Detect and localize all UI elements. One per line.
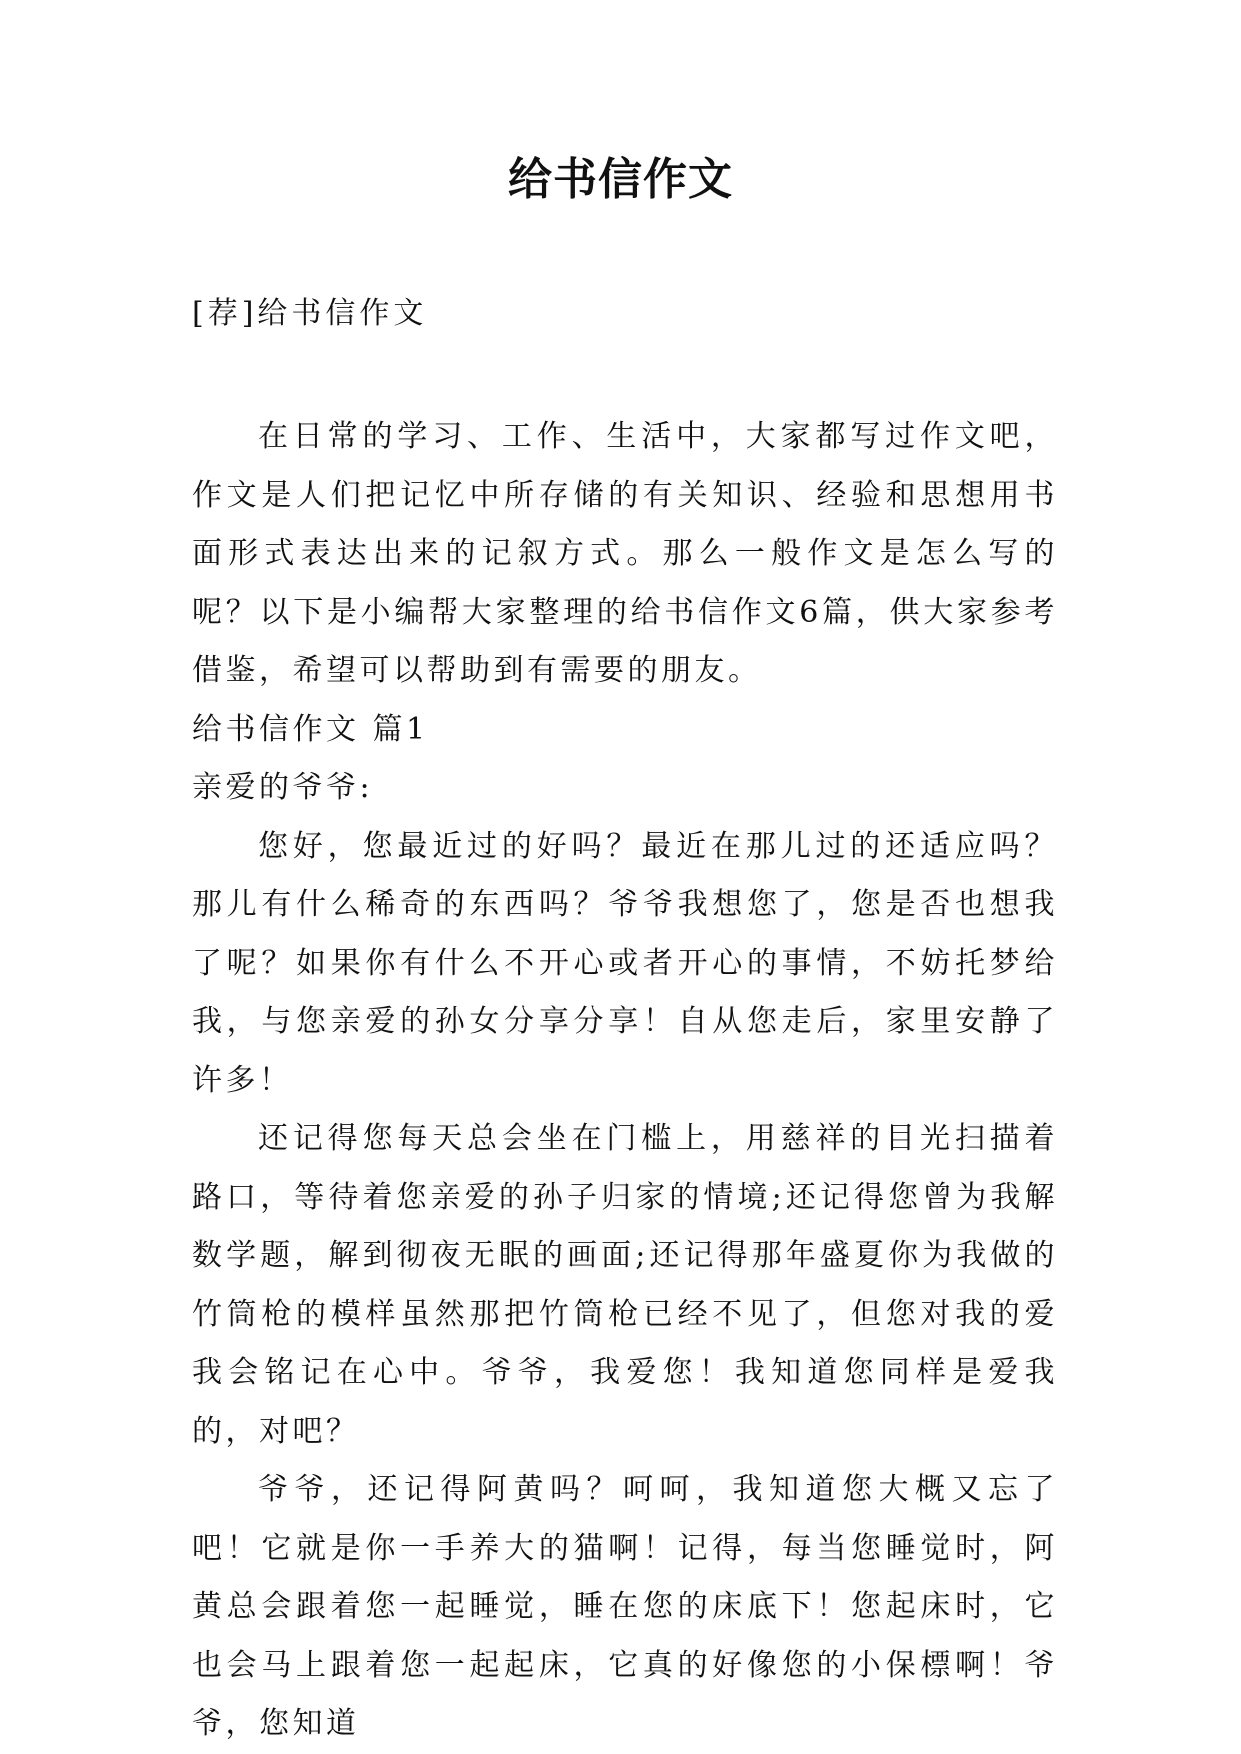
paragraph: 还记得您每天总会坐在门槛上，用慈祥的目光扫描着路口，等待着您亲爱的孙子归家的情境;还记得您曾为我解数学题，解到彻夜无眠的画面;还记得那年盛夏你为我做的竹筒枪的模样虽然那把竹筒枪已经不见了，但您对我的爱我会铭记在心中。爷爷，我爱您！我知道您同样是爱我的，对吧？ [192, 1121, 1058, 1449]
document-subtitle: [荐]给书信作文 [192, 296, 428, 331]
paragraph: 亲爱的爷爷: [192, 770, 374, 805]
document-body [192, 408, 1058, 1754]
paragraph: 给书信作文 篇1 [192, 711, 429, 747]
paragraph: 爷爷，还记得阿黄吗？呵呵，我知道您大概又忘了吧！它就是你一手养大的猫啊！记得，每当您睡觉时，阿黄总会跟着您一起睡觉，睡在您的床底下！您起床时，它也会马上跟着您一起起床，它真的好像您的小保標啊！爷爷，您知道 [192, 1472, 1058, 1741]
paragraph: 在日常的学习、工作、生活中，大家都写过作文吧，作文是人们把记忆中所存储的有关知识、经验和思想用书面形式表达出来的记叙方式。那么一般作文是怎么写的呢？以下是小编帮大家整理的给书信作文6篇，供大家参考借鉴，希望可以帮助到有需要的朋友。 [192, 419, 1058, 688]
document-title: 给书信作文 [508, 154, 733, 205]
paragraph: 您好，您最近过的好吗？最近在那儿过的还适应吗？那儿有什么稀奇的东西吗？爷爷我想您了，您是否也想我了呢？如果你有什么不开心或者开心的事情，不妨托梦给我，与您亲爱的孙女分享分享！自从您走后，家里安静了许多！ [192, 828, 1058, 1098]
